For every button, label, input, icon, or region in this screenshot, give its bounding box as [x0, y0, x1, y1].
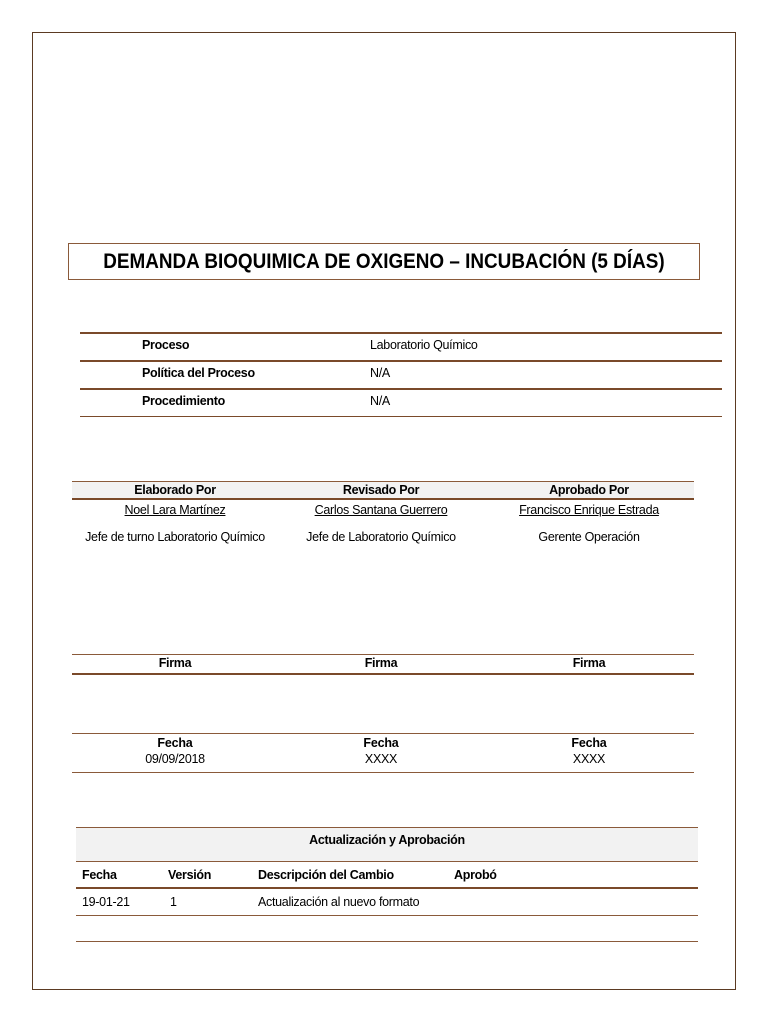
elaborado-name: Noel Lara Martínez	[124, 503, 226, 517]
process-label: Proceso	[142, 338, 190, 352]
fecha-value-2: XXXX	[364, 752, 398, 766]
revisado-role: Jefe de Laboratorio Químico	[306, 530, 456, 544]
col-descripcion: Descripción del Cambio	[258, 868, 394, 882]
firma-label-3: Firma	[572, 656, 606, 670]
document-title-box	[68, 243, 700, 280]
process-row	[80, 332, 722, 360]
aprobado-role: Gerente Operación	[538, 530, 640, 544]
revisado-por-header: Revisado Por	[342, 483, 420, 497]
procedure-value: N/A	[370, 394, 390, 408]
row-version: 1	[170, 895, 177, 909]
fecha-value-1: 09/09/2018	[145, 752, 205, 766]
policy-row	[80, 360, 722, 388]
firma-label-1: Firma	[158, 656, 192, 670]
aprobado-name: Francisco Enrique Estrada	[519, 503, 659, 517]
policy-value: N/A	[370, 366, 390, 380]
fecha-block	[72, 733, 694, 773]
signatures-header	[72, 481, 694, 500]
procedure-row	[80, 388, 722, 417]
table-row-empty	[76, 916, 698, 942]
updates-column-headers	[76, 861, 698, 889]
row-descripcion: Actualización al nuevo formato	[258, 895, 420, 909]
revisado-name: Carlos Santana Guerrero	[314, 503, 448, 517]
document-title: DEMANDA BIOQUIMICA DE OXIGENO – INCUBACIÓN (5 DÍAS)	[103, 249, 665, 273]
fecha-value-3: XXXX	[572, 752, 606, 766]
row-fecha: 19-01-21	[82, 895, 130, 909]
signatory-names	[72, 503, 694, 523]
col-version: Versión	[168, 868, 212, 882]
fecha-label-2: Fecha	[363, 736, 399, 750]
col-fecha: Fecha	[82, 868, 117, 882]
procedure-label: Procedimiento	[142, 394, 225, 408]
elaborado-por-header: Elaborado Por	[134, 483, 216, 497]
policy-label: Política del Proceso	[142, 366, 255, 380]
process-info-table	[80, 332, 722, 417]
fecha-label-3: Fecha	[571, 736, 607, 750]
signatory-roles	[72, 530, 694, 550]
table-row	[76, 889, 698, 916]
process-value: Laboratorio Químico	[370, 338, 478, 352]
elaborado-role: Jefe de turno Laboratorio Químico	[85, 530, 265, 544]
firma-header	[72, 654, 694, 675]
updates-title: Actualización y Aprobación	[76, 827, 698, 861]
aprobado-por-header: Aprobado Por	[549, 483, 629, 497]
fecha-label-1: Fecha	[157, 736, 193, 750]
updates-table	[76, 827, 698, 942]
col-aprobo: Aprobó	[454, 868, 497, 882]
firma-label-2: Firma	[364, 656, 398, 670]
